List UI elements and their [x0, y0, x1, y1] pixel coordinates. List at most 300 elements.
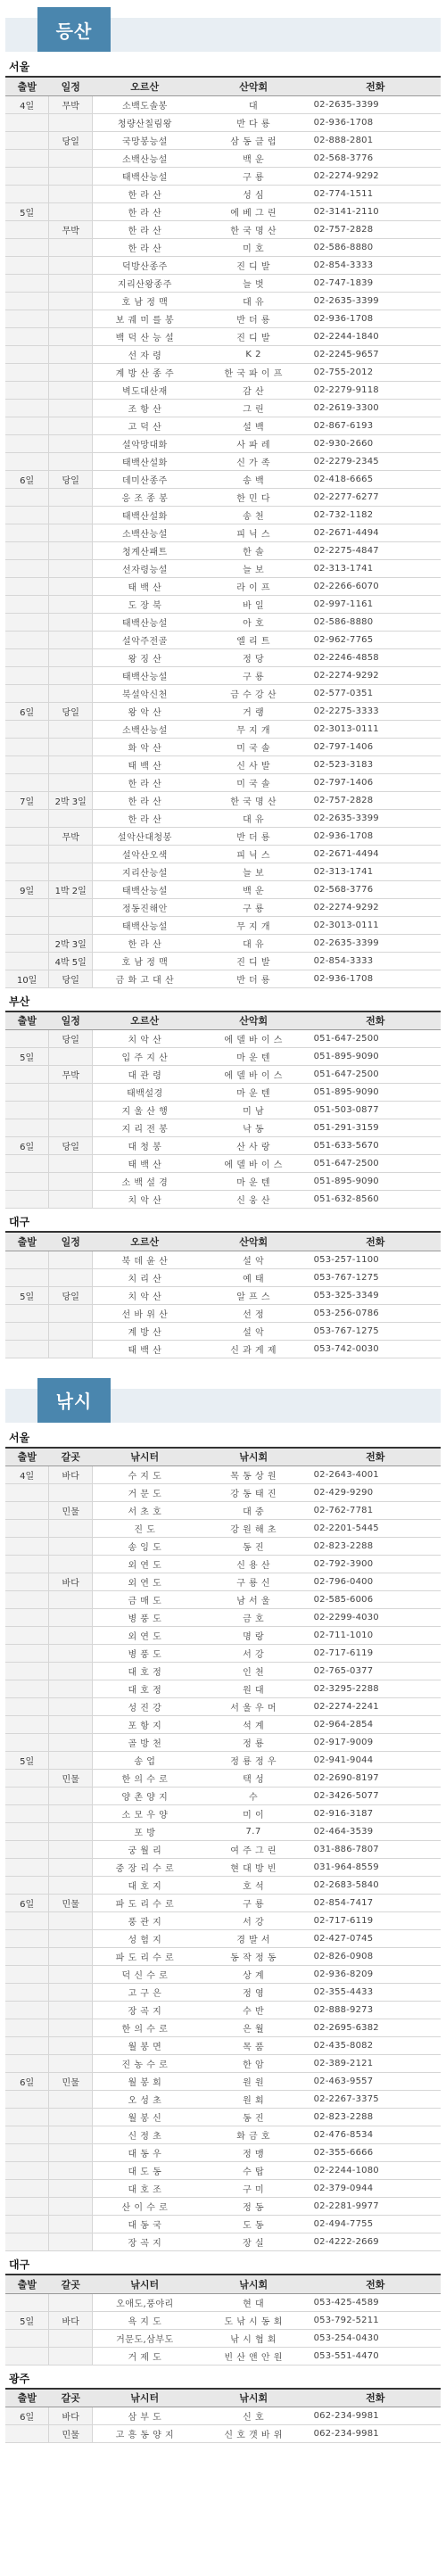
type-cell — [49, 613, 93, 631]
destination-cell: 태 백 산 — [93, 577, 197, 595]
section-title: 낚시 — [37, 1378, 111, 1423]
type-cell — [49, 1645, 93, 1663]
destination-cell: 치 리 산 — [93, 1268, 197, 1286]
phone-cell: 02-796-0400 — [310, 1573, 441, 1591]
date-cell: 5일 — [5, 1752, 49, 1770]
type-cell — [49, 1102, 93, 1119]
date-cell — [5, 1609, 49, 1627]
table-row — [5, 220, 441, 238]
table-row — [5, 898, 441, 916]
phone-cell: 02-2274-2241 — [310, 1698, 441, 1716]
type-cell — [49, 1698, 93, 1716]
phone-cell: 02-936-1708 — [310, 970, 441, 987]
table-row — [5, 595, 441, 613]
phone-cell: 02-964-2854 — [310, 1716, 441, 1734]
date-cell — [5, 292, 49, 310]
destination-cell: 설악주전골 — [93, 631, 197, 648]
listing-table — [5, 1012, 441, 1210]
date-cell — [5, 898, 49, 916]
club-cell: 동 진 — [197, 2109, 310, 2126]
type-cell: 당일 — [49, 1137, 93, 1155]
table-row — [5, 2091, 441, 2109]
destination-cell: 백 덕 산 능 설 — [93, 327, 197, 345]
date-cell — [5, 595, 49, 613]
date-cell — [5, 1716, 49, 1734]
phone-cell: 02-757-2828 — [310, 791, 441, 809]
table-row — [5, 1805, 441, 1823]
phone-cell: 02-2695-6382 — [310, 2019, 441, 2037]
table-row — [5, 541, 441, 559]
type-cell — [49, 185, 93, 202]
table-row — [5, 773, 441, 791]
header-row — [5, 1012, 441, 1030]
type-cell: 바다 — [49, 1573, 93, 1591]
club-cell: 서 강 — [197, 1912, 310, 1930]
table-row — [5, 1502, 441, 1520]
club-cell: 설 백 — [197, 417, 310, 434]
table-row — [5, 2347, 441, 2365]
date-cell: 5일 — [5, 2311, 49, 2329]
club-cell: 남 서 울 — [197, 1591, 310, 1609]
table-row — [5, 1627, 441, 1645]
type-cell — [49, 2216, 93, 2233]
table-row — [5, 470, 441, 488]
destination-cell: 신 정 초 — [93, 2126, 197, 2144]
type-cell — [49, 1484, 93, 1502]
destination-cell: 덕 신 수 로 — [93, 1966, 197, 1984]
phone-cell: 02-2619-3300 — [310, 399, 441, 417]
phone-cell: 02-854-3333 — [310, 952, 441, 970]
destination-cell: 지리산능설 — [93, 863, 197, 880]
table-row — [5, 1645, 441, 1663]
club-cell: 송 천 — [197, 506, 310, 524]
destination-cell: 중 장 리 수 로 — [93, 1859, 197, 1877]
type-cell: 민물 — [49, 2425, 93, 2443]
phone-cell: 02-494-7755 — [310, 2216, 441, 2233]
column-header: 낚시터 — [93, 2390, 197, 2407]
destination-cell: 송 잉 도 — [93, 1538, 197, 1556]
table-row — [5, 1930, 441, 1948]
column-header: 갈곳 — [49, 2390, 93, 2407]
destination-cell: 태 백 산 — [93, 1340, 197, 1358]
column-header: 출발 — [5, 1012, 49, 1030]
type-cell: 무박 — [49, 220, 93, 238]
phone-cell: 051-503-0877 — [310, 1102, 441, 1119]
date-cell — [5, 845, 49, 863]
club-cell: 대 유 — [197, 934, 310, 952]
table-row — [5, 131, 441, 149]
destination-cell: 북설악신천 — [93, 684, 197, 702]
table-row — [5, 2019, 441, 2037]
club-cell: 피 닉 스 — [197, 845, 310, 863]
date-cell — [5, 2002, 49, 2019]
club-cell: 대 유 — [197, 292, 310, 310]
club-cell: 대 유 — [197, 809, 310, 827]
destination-cell: 오애도,풍야리 — [93, 2293, 197, 2311]
club-cell: 경 발 서 — [197, 1930, 310, 1948]
header-row — [5, 78, 441, 95]
table-row — [5, 2073, 441, 2091]
table-row — [5, 1048, 441, 1066]
club-cell: 강 원 해 초 — [197, 1520, 310, 1538]
phone-cell: 02-936-1708 — [310, 113, 441, 131]
date-cell — [5, 613, 49, 631]
column-header: 출발 — [5, 78, 49, 95]
date-cell — [5, 2144, 49, 2162]
destination-cell: 병 풍 도 — [93, 1645, 197, 1663]
date-cell — [5, 1859, 49, 1877]
phone-cell: 02-867-6193 — [310, 417, 441, 434]
club-cell: 상 계 — [197, 1966, 310, 1984]
destination-cell: 대 호 정 — [93, 1680, 197, 1698]
table-row — [5, 2233, 441, 2251]
date-cell: 10일 — [5, 970, 49, 987]
club-cell: 백 운 — [197, 149, 310, 167]
club-cell: 늘 보 — [197, 863, 310, 880]
club-cell: 설 악 — [197, 1251, 310, 1268]
date-cell — [5, 310, 49, 327]
destination-cell: 응 조 종 봉 — [93, 488, 197, 506]
date-cell: 6일 — [5, 1895, 49, 1912]
phone-cell: 051-647-2500 — [310, 1030, 441, 1048]
destination-cell: 파 도 리 수 로 — [93, 1895, 197, 1912]
date-cell — [5, 1304, 49, 1322]
date-cell — [5, 1030, 49, 1048]
club-cell: 에 베 그 린 — [197, 202, 310, 220]
listing-table — [5, 78, 441, 988]
phone-cell: 02-2279-9118 — [310, 381, 441, 399]
destination-cell: 한 의 수 로 — [93, 2019, 197, 2037]
club-cell: 정 영 — [197, 1984, 310, 2002]
table-row — [5, 1859, 441, 1877]
type-cell — [49, 2144, 93, 2162]
club-cell: 신 사 발 — [197, 755, 310, 773]
phone-cell: 02-2635-3399 — [310, 809, 441, 827]
phone-cell: 02-2635-3399 — [310, 292, 441, 310]
destination-cell: 풍 관 지 — [93, 1912, 197, 1930]
phone-cell: 02-732-1182 — [310, 506, 441, 524]
date-cell — [5, 648, 49, 666]
destination-cell: 도 장 북 — [93, 595, 197, 613]
phone-cell: 02-2635-3399 — [310, 95, 441, 113]
date-cell — [5, 2293, 49, 2311]
destination-cell: 수 지 도 — [93, 1466, 197, 1484]
table-row — [5, 1823, 441, 1841]
type-cell: 4박 5일 — [49, 952, 93, 970]
type-cell — [49, 1734, 93, 1752]
column-header: 낚시회 — [197, 2275, 310, 2293]
destination-cell: 병 풍 도 — [93, 1609, 197, 1627]
column-header: 전화 — [310, 78, 441, 95]
type-cell — [49, 2109, 93, 2126]
date-cell — [5, 1805, 49, 1823]
type-cell: 바다 — [49, 1466, 93, 1484]
destination-cell: 설악산오색 — [93, 845, 197, 863]
phone-cell: 051-633-5670 — [310, 1137, 441, 1155]
date-cell — [5, 2091, 49, 2109]
table-row — [5, 1286, 441, 1304]
date-cell — [5, 2037, 49, 2055]
destination-cell: 대 청 봉 — [93, 1137, 197, 1155]
date-cell — [5, 1984, 49, 2002]
date-cell — [5, 755, 49, 773]
phone-cell: 02-997-1161 — [310, 595, 441, 613]
club-cell: 라 이 프 — [197, 577, 310, 595]
club-cell: 신 웅 산 — [197, 1191, 310, 1209]
phone-cell: 02-355-6666 — [310, 2144, 441, 2162]
phone-cell: 051-895-9090 — [310, 1173, 441, 1191]
phone-cell: 02-762-7781 — [310, 1502, 441, 1520]
table-row — [5, 1895, 441, 1912]
club-cell: 은 월 — [197, 2019, 310, 2037]
type-cell — [49, 1680, 93, 1698]
table-row — [5, 399, 441, 417]
type-cell — [49, 1805, 93, 1823]
phone-cell: 02-586-8880 — [310, 613, 441, 631]
date-cell — [5, 399, 49, 417]
table-row — [5, 1556, 441, 1573]
column-header: 낚시터 — [93, 2275, 197, 2293]
phone-cell: 02-379-0944 — [310, 2180, 441, 2198]
phone-cell: 02-2274-9292 — [310, 898, 441, 916]
club-cell: 알 프 스 — [197, 1286, 310, 1304]
destination-cell: 대 동 국 — [93, 2216, 197, 2233]
date-cell — [5, 1102, 49, 1119]
table-row — [5, 631, 441, 648]
club-cell: 대 — [197, 95, 310, 113]
type-cell — [49, 2002, 93, 2019]
type-cell — [49, 1966, 93, 1984]
club-cell: 도 동 — [197, 2216, 310, 2233]
club-cell: 구 룡 신 — [197, 1573, 310, 1591]
table-row — [5, 1520, 441, 1538]
club-cell: 현 대 방 빈 — [197, 1859, 310, 1877]
date-cell — [5, 1734, 49, 1752]
type-cell — [49, 488, 93, 506]
club-cell: 신 호 갯 바 위 — [197, 2425, 310, 2443]
column-header: 전화 — [310, 2390, 441, 2407]
phone-cell: 02-2267-3375 — [310, 2091, 441, 2109]
type-cell — [49, 1538, 93, 1556]
table-row — [5, 952, 441, 970]
destination-cell: 한 라 산 — [93, 791, 197, 809]
region-title: 대구 — [5, 1212, 441, 1233]
date-cell — [5, 1698, 49, 1716]
destination-cell: 대 관 령 — [93, 1066, 197, 1084]
destination-cell: 선자령능설 — [93, 559, 197, 577]
phone-cell: 02-577-0351 — [310, 684, 441, 702]
column-header: 산악회 — [197, 1012, 310, 1030]
phone-cell: 02-585-6006 — [310, 1591, 441, 1609]
phone-cell: 02-523-3183 — [310, 755, 441, 773]
phone-cell: 02-2275-4847 — [310, 541, 441, 559]
destination-cell: 한 라 산 — [93, 185, 197, 202]
listing-table — [5, 2275, 441, 2365]
destination-cell: 파 도 리 수 로 — [93, 1948, 197, 1966]
type-cell — [49, 2293, 93, 2311]
date-cell — [5, 1251, 49, 1268]
table-row — [5, 559, 441, 577]
table-row — [5, 791, 441, 809]
club-cell: 마 운 텐 — [197, 1084, 310, 1102]
date-cell — [5, 1680, 49, 1698]
date-cell — [5, 1520, 49, 1538]
club-cell: 한 국 명 산 — [197, 791, 310, 809]
date-cell — [5, 452, 49, 470]
phone-cell: 02-3426-5077 — [310, 1788, 441, 1805]
region-title: 광주 — [5, 2369, 441, 2390]
phone-cell: 02-2244-1080 — [310, 2162, 441, 2180]
club-cell: 서 울 우 머 — [197, 1698, 310, 1716]
date-cell — [5, 1627, 49, 1645]
destination-cell: 성 진 강 — [93, 1698, 197, 1716]
club-cell: 택 성 — [197, 1770, 310, 1788]
phone-cell: 053-767-1275 — [310, 1322, 441, 1340]
phone-cell: 031-886-7807 — [310, 1841, 441, 1859]
club-cell: 바 일 — [197, 595, 310, 613]
type-cell — [49, 2162, 93, 2180]
phone-cell: 02-917-9009 — [310, 1734, 441, 1752]
table-row — [5, 238, 441, 256]
destination-cell: 거문도,삼부도 — [93, 2329, 197, 2347]
date-cell — [5, 185, 49, 202]
destination-cell: 삼 부 도 — [93, 2407, 197, 2425]
type-cell — [49, 898, 93, 916]
club-cell: 동 진 — [197, 1538, 310, 1556]
phone-cell: 053-792-5211 — [310, 2311, 441, 2329]
destination-cell: 치 악 산 — [93, 1286, 197, 1304]
table-row — [5, 577, 441, 595]
destination-cell: 외 연 도 — [93, 1627, 197, 1645]
type-cell — [49, 773, 93, 791]
region-title: 부산 — [5, 992, 441, 1012]
table-row — [5, 1119, 441, 1137]
date-cell — [5, 1788, 49, 1805]
table-row — [5, 95, 441, 113]
destination-cell: 욕 지 도 — [93, 2311, 197, 2329]
destination-cell: 청량산칠림왕 — [93, 113, 197, 131]
type-cell — [49, 1788, 93, 1805]
date-cell: 4일 — [5, 1466, 49, 1484]
table-row — [5, 2109, 441, 2126]
date-cell: 4일 — [5, 95, 49, 113]
destination-cell: 장 곡 지 — [93, 2002, 197, 2019]
type-cell — [49, 1663, 93, 1680]
club-cell: 한 솔 — [197, 541, 310, 559]
phone-cell: 02-4222-2669 — [310, 2233, 441, 2251]
phone-cell: 02-916-3187 — [310, 1805, 441, 1823]
type-cell — [49, 202, 93, 220]
phone-cell: 02-2274-9292 — [310, 167, 441, 185]
date-cell: 6일 — [5, 702, 49, 720]
type-cell — [49, 541, 93, 559]
type-cell: 당일 — [49, 131, 93, 149]
table-row — [5, 417, 441, 434]
table-row — [5, 1984, 441, 2002]
type-cell — [49, 310, 93, 327]
destination-cell: 태백산능설 — [93, 666, 197, 684]
destination-cell: 골 방 천 — [93, 1734, 197, 1752]
phone-cell: 051-632-8560 — [310, 1191, 441, 1209]
type-cell — [49, 2347, 93, 2365]
type-cell — [49, 256, 93, 274]
date-cell — [5, 2347, 49, 2365]
table-row — [5, 363, 441, 381]
date-cell — [5, 559, 49, 577]
date-cell — [5, 238, 49, 256]
table-row — [5, 845, 441, 863]
table-row — [5, 524, 441, 541]
destination-cell: 오 성 초 — [93, 2091, 197, 2109]
type-cell — [49, 399, 93, 417]
table-row — [5, 738, 441, 755]
type-cell — [49, 1984, 93, 2002]
table-row — [5, 1841, 441, 1859]
club-cell: 한 국 명 산 — [197, 220, 310, 238]
destination-cell: 궁 월 리 — [93, 1841, 197, 1859]
table-row — [5, 2144, 441, 2162]
club-cell: 구 룡 — [197, 1895, 310, 1912]
phone-cell: 02-2266-6070 — [310, 577, 441, 595]
phone-cell: 02-717-6119 — [310, 1645, 441, 1663]
table-row — [5, 1752, 441, 1770]
phone-cell: 02-2690-8197 — [310, 1770, 441, 1788]
type-cell — [49, 1609, 93, 1627]
date-cell — [5, 434, 49, 452]
table-row — [5, 1251, 441, 1268]
date-cell — [5, 1930, 49, 1948]
club-cell: 신 과 게 제 — [197, 1340, 310, 1358]
destination-cell: 한 라 산 — [93, 809, 197, 827]
phone-cell: 02-2277-6277 — [310, 488, 441, 506]
phone-cell: 02-2643-4001 — [310, 1466, 441, 1484]
destination-cell: 고 흥 동 양 지 — [93, 2425, 197, 2443]
club-cell: 강 동 태 진 — [197, 1484, 310, 1502]
date-cell — [5, 1119, 49, 1137]
club-cell: 반 다 룡 — [197, 113, 310, 131]
destination-cell: 고 덕 산 — [93, 417, 197, 434]
region-title: 대구 — [5, 2255, 441, 2275]
destination-cell: 대 동 우 — [93, 2144, 197, 2162]
phone-cell: 02-2671-4494 — [310, 524, 441, 541]
club-cell: 미 남 — [197, 1102, 310, 1119]
type-cell — [49, 327, 93, 345]
table-row — [5, 167, 441, 185]
club-cell: 서 강 — [197, 1645, 310, 1663]
phone-cell: 02-823-2288 — [310, 1538, 441, 1556]
phone-cell: 02-888-2801 — [310, 131, 441, 149]
date-cell — [5, 2126, 49, 2144]
type-cell: 당일 — [49, 470, 93, 488]
table-row — [5, 1698, 441, 1716]
date-cell — [5, 2216, 49, 2233]
club-cell: 진 디 발 — [197, 327, 310, 345]
date-cell — [5, 1770, 49, 1788]
destination-cell: 청계산패트 — [93, 541, 197, 559]
phone-cell: 02-427-0745 — [310, 1930, 441, 1948]
destination-cell: 진 농 수 로 — [93, 2055, 197, 2073]
type-cell — [49, 1191, 93, 1209]
club-cell: 거 랭 — [197, 702, 310, 720]
table-row — [5, 1340, 441, 1358]
table-row — [5, 452, 441, 470]
type-cell: 1박 2일 — [49, 880, 93, 898]
phone-cell: 02-792-3900 — [310, 1556, 441, 1573]
date-cell — [5, 863, 49, 880]
club-cell: 감 산 — [197, 381, 310, 399]
date-cell — [5, 773, 49, 791]
region-title: 서울 — [5, 57, 441, 78]
